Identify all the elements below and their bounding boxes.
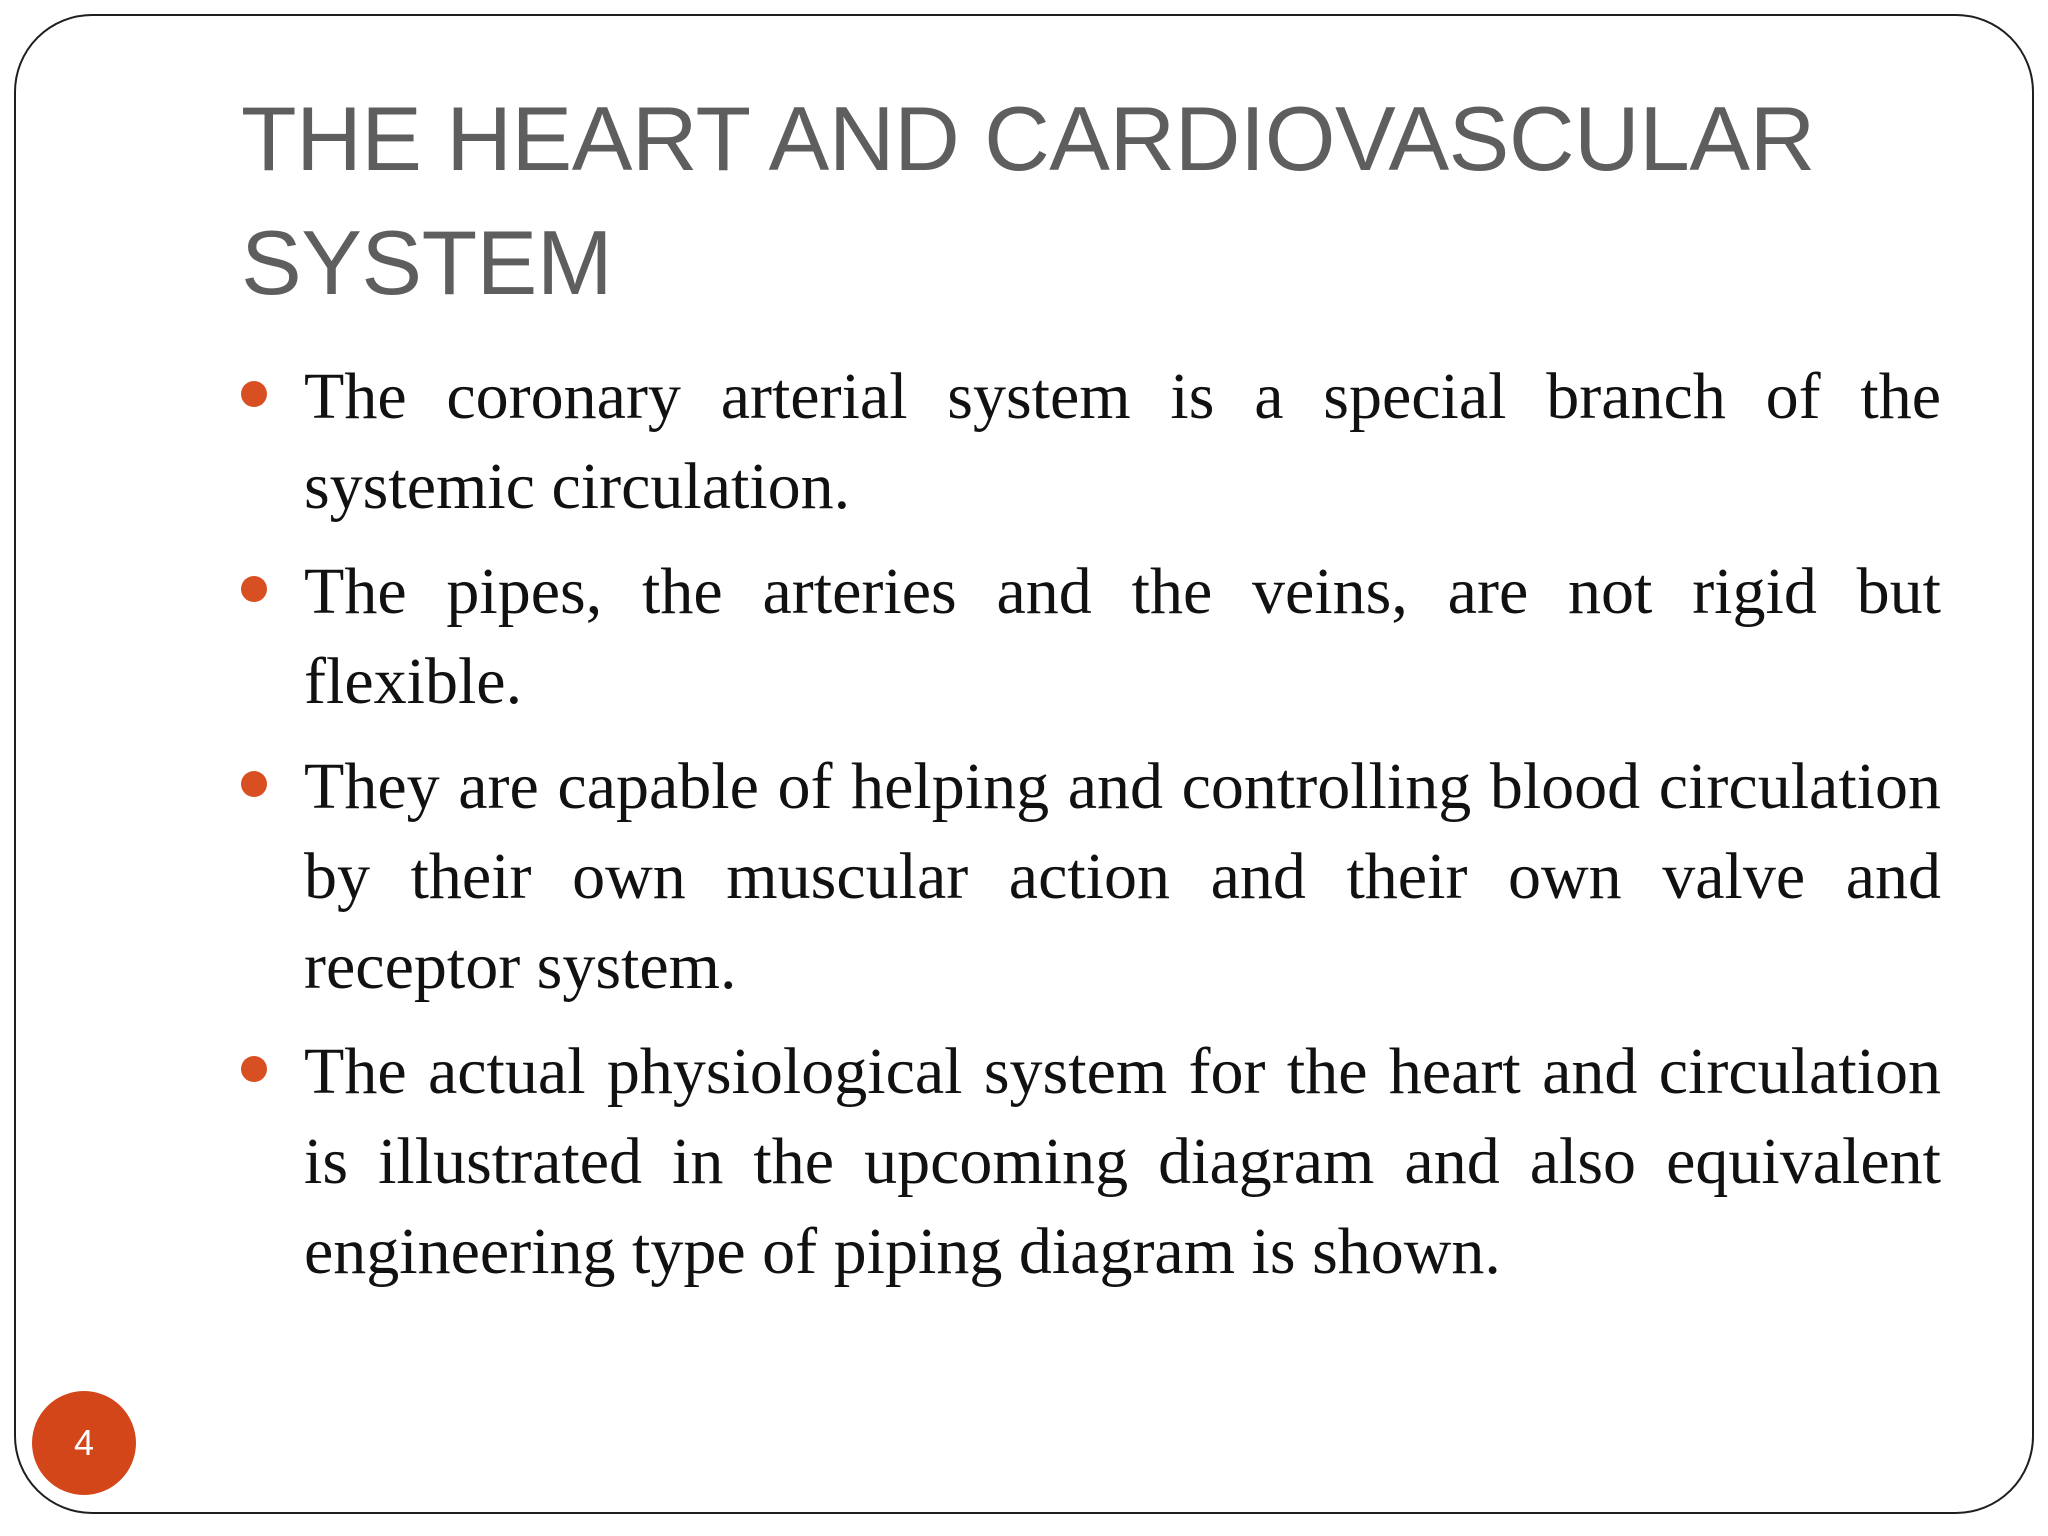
bullet-item xyxy=(304,547,1941,727)
bullet-text: The actual physiological system for the heart and circulation is illustrated in the upcoming diagram and also equivalent engineering type of piping diagram is shown. xyxy=(304,1035,1941,1288)
slide xyxy=(14,14,2034,1514)
page-number-badge: 4 xyxy=(32,1391,136,1495)
bullet-list xyxy=(304,352,1941,1312)
bullet-dot-icon xyxy=(241,576,267,602)
bullet-dot-icon xyxy=(241,771,267,797)
bullet-dot-icon xyxy=(241,1056,267,1082)
bullet-item xyxy=(304,352,1941,532)
bullet-text: The pipes, the arteries and the veins, are not rigid but flexible. xyxy=(304,555,1941,718)
bullet-item xyxy=(304,742,1941,1012)
bullet-item xyxy=(304,1027,1941,1297)
bullet-text: They are capable of helping and controlling blood circulation by their own muscular action and their own valve and receptor system. xyxy=(304,750,1941,1003)
slide-title: THE HEART AND CARDIOVASCULAR SYSTEM xyxy=(241,89,1815,314)
bullet-dot-icon xyxy=(241,381,267,407)
bullet-text: The coronary arterial system is a special branch of the systemic circulation. xyxy=(304,360,1941,523)
